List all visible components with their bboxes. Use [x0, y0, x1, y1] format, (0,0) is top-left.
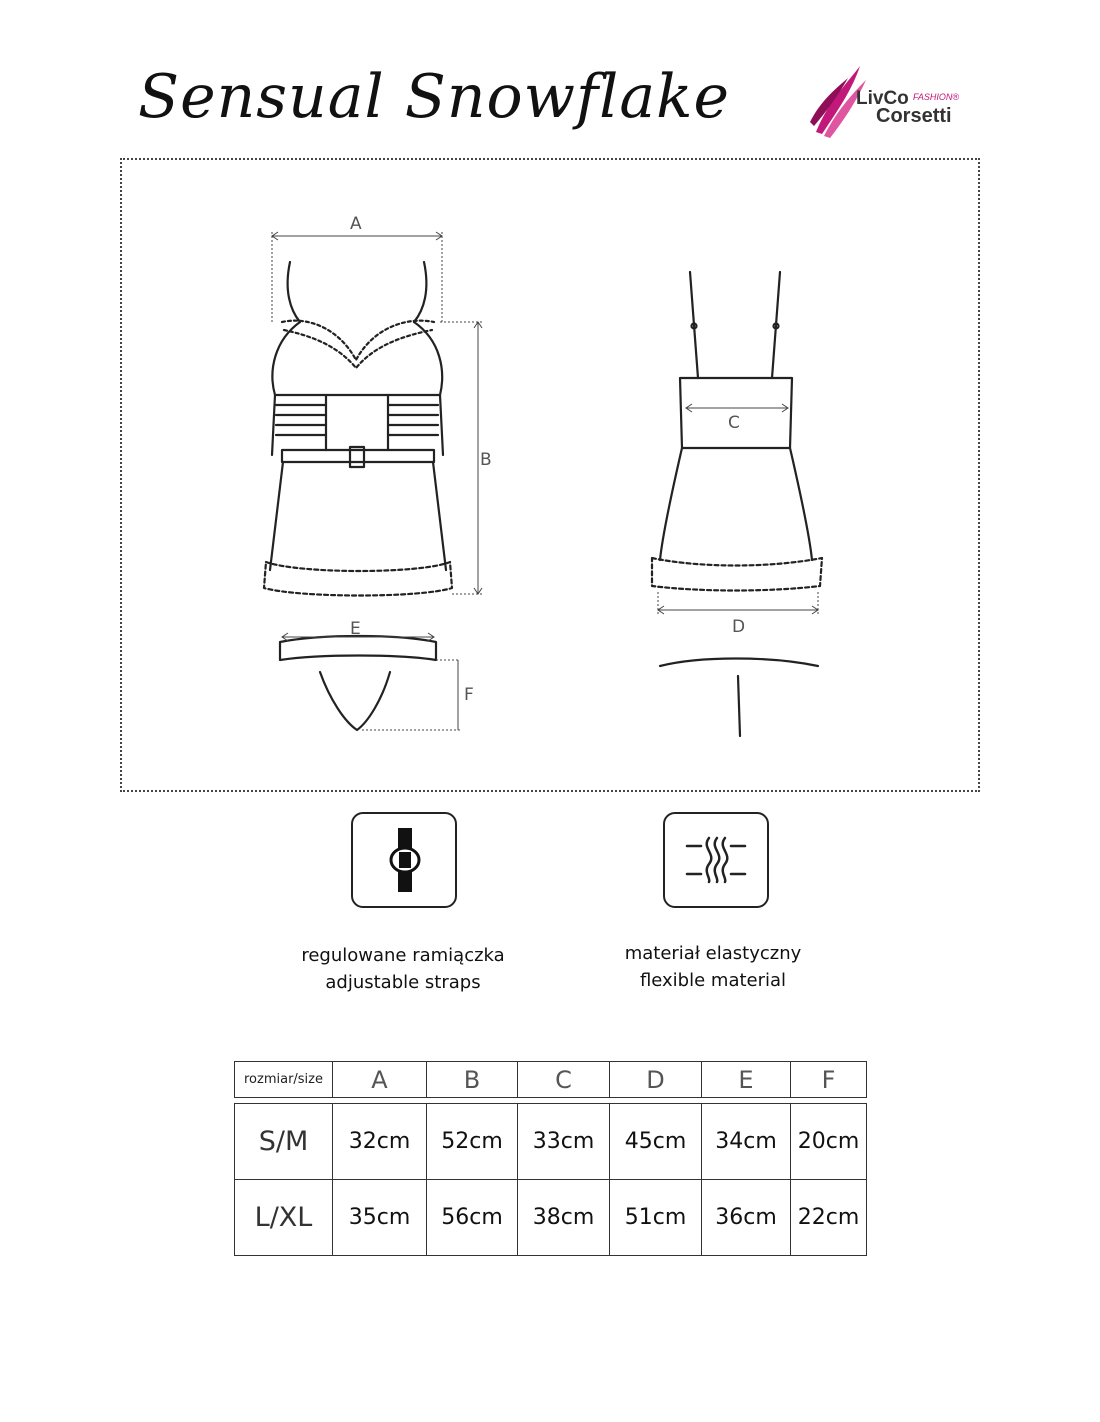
feature-flexible-material-pl: materiał elastyczny: [624, 943, 802, 964]
feature-adjustable-straps-en: adjustable straps: [325, 972, 481, 993]
adjustable-strap-icon: [351, 812, 457, 908]
header-col-e: E: [702, 1062, 791, 1098]
header-row: [235, 1062, 867, 1098]
feature-flexible-material-en: flexible material: [639, 970, 787, 991]
table-row: [235, 1104, 867, 1180]
value-cell: 20cm: [791, 1104, 867, 1180]
header-col-c: C: [518, 1062, 610, 1098]
table-row: [235, 1180, 867, 1256]
logo-text-corsetti: Corsetti: [876, 105, 952, 127]
header-col-a: A: [333, 1062, 427, 1098]
label-d: D: [732, 617, 746, 637]
feature-flexible-material: [563, 940, 863, 994]
value-cell: 36cm: [702, 1180, 791, 1256]
feature-adjustable-straps-pl: regulowane ramiączka: [301, 945, 505, 966]
elastic-material-icon: [663, 812, 769, 908]
header-col-f: F: [791, 1062, 867, 1098]
label-e: E: [350, 619, 361, 639]
front-thong-drawing: [280, 636, 436, 730]
logo-text-fashion: FASHION®: [913, 92, 959, 102]
value-cell: 33cm: [518, 1104, 610, 1180]
value-cell: 32cm: [333, 1104, 427, 1180]
feature-adjustable-straps: [253, 942, 553, 996]
size-cell: S/M: [235, 1104, 333, 1180]
value-cell: 52cm: [427, 1104, 518, 1180]
label-b: B: [480, 450, 492, 470]
label-c: C: [728, 413, 740, 433]
value-cell: 35cm: [333, 1180, 427, 1256]
value-cell: 45cm: [610, 1104, 702, 1180]
header-col-b: B: [427, 1062, 518, 1098]
size-cell: L/XL: [235, 1180, 333, 1256]
product-title: Sensual Snowflake: [138, 62, 730, 132]
header-size-label: rozmiar/size: [235, 1062, 333, 1098]
header-col-d: D: [610, 1062, 702, 1098]
value-cell: 34cm: [702, 1104, 791, 1180]
front-chemise-drawing: [264, 262, 452, 596]
back-chemise-drawing: [652, 272, 822, 736]
value-cell: 38cm: [518, 1180, 610, 1256]
size-table-header: [234, 1061, 867, 1098]
value-cell: 56cm: [427, 1180, 518, 1256]
label-a: A: [350, 214, 362, 234]
value-cell: 51cm: [610, 1180, 702, 1256]
value-cell: 22cm: [791, 1180, 867, 1256]
size-table: [234, 1103, 867, 1256]
logo-text-livco: LivCo: [856, 88, 909, 109]
label-f: F: [464, 685, 474, 705]
